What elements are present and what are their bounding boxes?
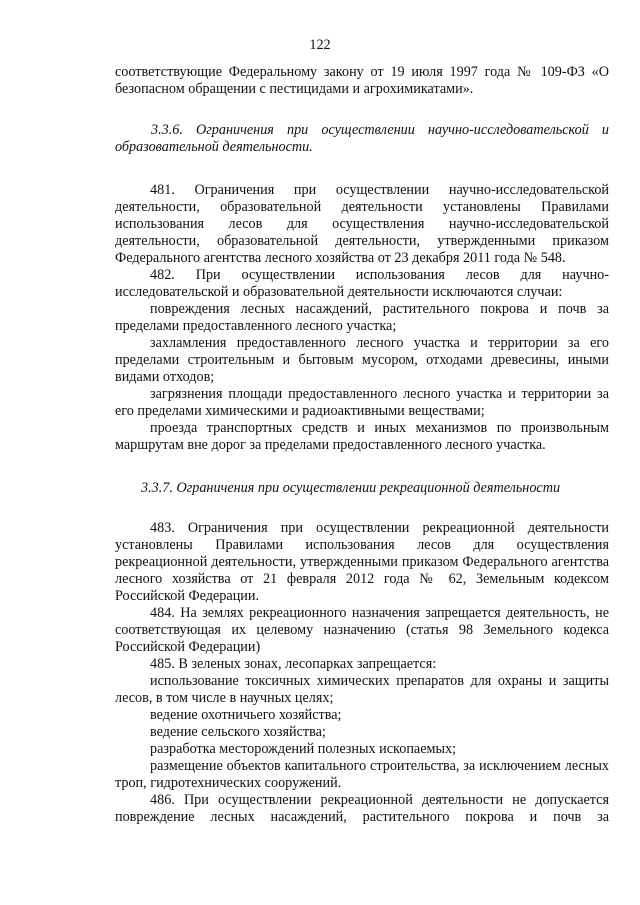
page-number: 122 [309,37,331,53]
list-item-485-2: ведение охотничьего хозяйства; [150,707,342,723]
list-item-485-4: разработка месторождений полезных ископаемых; [150,741,457,757]
paragraph-486: 486. При осуществлении рекреационной деятельности не допускается повреждение лесных насаждений, растительного покрова и почв за [115,792,609,825]
intro-paragraph [115,64,609,98]
section-heading-3-3-7: 3.3.7. Ограничения при осуществлении рекреационной деятельности [141,480,561,496]
list-item-482-4: проезда транспортных средств и иных механизмов по произвольным маршрутам вне дорог за пределами предоставленного лесного участка. [115,420,609,453]
paragraph-481: 481. Ограничения при осуществлении научно-исследовательской деятельности, образовательной деятельности установлены Правилами использования лесов для осуществления научно-исследовательской деятельности, образовательной деятельности, утвержденными приказом Федерального агентства лесного хозяйства от 23 декабря 2011 года № 548. [115,182,609,266]
list-item-482-1: повреждения лесных насаждений, растительного покрова и почв за пределами предоставленного лесного участка; [115,301,609,334]
list-item-482-3: загрязнения площади предоставленного лесного участка и территории за его пределами химическими и радиоактивными веществами; [115,386,609,419]
paragraph-484: 484. На землях рекреационного назначения запрещается деятельность, не соответствующая их целевому назначению (статья 98 Земельного кодекса Российской Федерации) [115,605,609,655]
paragraph-483: 483. Ограничения при осуществлении рекреационной деятельности установлены Правилами использования лесов для осуществления рекреационной деятельности, утвержденными приказом Федерального агентства лесного хозяйства от 21 февраля 2012 года № 62, Земельным кодексом Российской Федерации. [115,520,609,604]
section-3-3-6-body [115,182,609,454]
list-item-485-3: ведение сельского хозяйства; [150,724,326,740]
section-heading-3-3-6: 3.3.6. Ограничения при осуществлении научно-исследовательской и образовательной деятельности. [115,122,609,155]
list-item-482-2: захламления предоставленного лесного участка и территории за его пределами строительным и бытовым мусором, отходами древесины, иными видами отходов; [115,335,609,385]
paragraph-482: 482. При осуществлении использования лесов для научно-исследовательской и образовательной деятельности исключаются случаи: [115,267,609,300]
paragraph-485: 485. В зеленых зонах, лесопарках запрещается: [150,656,437,672]
list-item-485-5: размещение объектов капитального строительства, за исключением лесных троп, гидротехнических сооружений. [115,758,609,791]
section-3-3-7-body [115,520,609,826]
intro-text: соответствующие Федеральному закону от 19 июля 1997 года № 109-ФЗ «О безопасном обращении с пестицидами и агрохимикатами». [115,64,609,97]
list-item-485-1: использование токсичных химических препаратов для охраны и защиты лесов, в том числе в научных целях; [115,673,609,706]
